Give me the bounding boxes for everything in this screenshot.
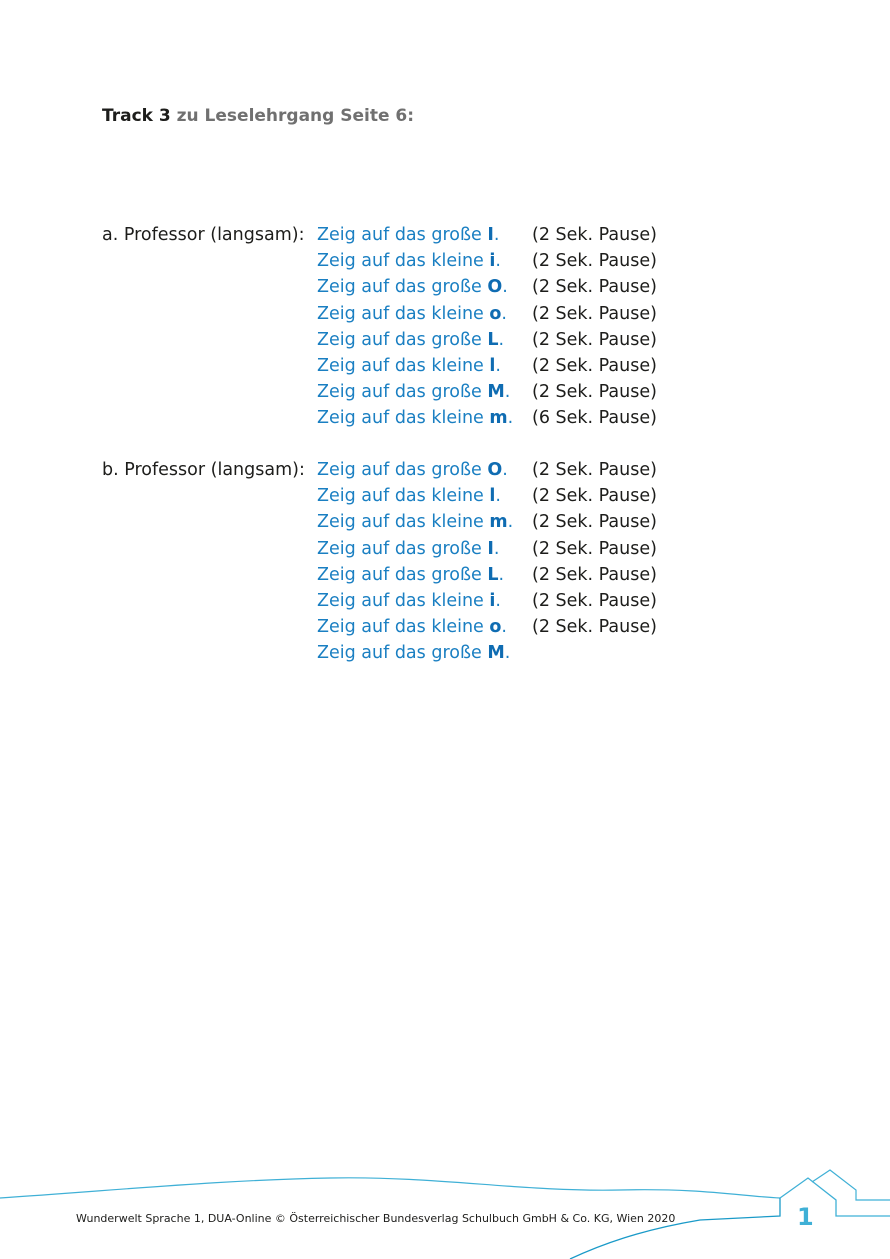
instruction-text <box>317 248 501 274</box>
instruction-text <box>317 274 508 300</box>
instruction-suffix: . <box>501 303 507 324</box>
pause-note: (2 Sek. Pause) <box>532 617 657 638</box>
instruction-prefix: Zeig auf das kleine <box>317 303 490 324</box>
instruction-text <box>317 640 510 666</box>
section-b-rows <box>317 457 717 667</box>
instruction-prefix: Zeig auf das kleine <box>317 486 490 507</box>
pause-note: (2 Sek. Pause) <box>532 251 657 272</box>
instruction-prefix: Zeig auf das große <box>317 538 488 559</box>
instruction-text <box>317 327 504 353</box>
target-letter: o <box>489 303 502 324</box>
instruction-text <box>317 509 513 535</box>
instruction-suffix: . <box>495 251 501 272</box>
instruction-prefix: Zeig auf das große <box>317 225 488 245</box>
target-letter: O <box>487 277 503 298</box>
target-letter: o <box>489 617 502 638</box>
instruction-row <box>317 274 717 300</box>
instruction-row <box>317 536 717 562</box>
instruction-row <box>317 327 717 353</box>
target-letter: l <box>489 486 496 507</box>
pause-note: (2 Sek. Pause) <box>532 303 657 324</box>
instruction-row <box>317 301 717 327</box>
instruction-row <box>317 562 717 588</box>
pause-note: (2 Sek. Pause) <box>532 355 657 376</box>
pause-note: (2 Sek. Pause) <box>532 329 657 350</box>
instruction-text <box>317 379 510 405</box>
target-letter: M <box>487 382 505 403</box>
instruction-row <box>317 353 717 379</box>
instruction-text <box>317 536 499 562</box>
instruction-row <box>317 405 717 431</box>
instruction-prefix: Zeig auf das große <box>317 643 488 664</box>
target-letter: L <box>487 564 499 585</box>
footer-wave-graphic <box>0 1160 890 1259</box>
section-a-rows <box>317 222 717 432</box>
target-letter: M <box>487 643 505 664</box>
target-letter: i <box>489 590 496 611</box>
instruction-text <box>317 457 508 483</box>
instruction-suffix: . <box>502 460 508 480</box>
instruction-suffix: . <box>493 225 500 245</box>
instruction-text <box>317 562 504 588</box>
pause-note: (2 Sek. Pause) <box>532 225 657 245</box>
instruction-prefix: Zeig auf das kleine <box>317 617 490 638</box>
instruction-text <box>317 301 507 327</box>
instruction-suffix: . <box>507 512 514 533</box>
instruction-suffix: . <box>507 408 514 429</box>
instruction-text <box>317 614 507 640</box>
target-letter: l <box>489 355 496 376</box>
instruction-row <box>317 614 717 640</box>
target-letter: O <box>487 460 503 480</box>
instruction-prefix: Zeig auf das kleine <box>317 512 490 533</box>
instruction-suffix: . <box>495 355 501 376</box>
track-label: Track 3 <box>102 106 171 126</box>
instruction-prefix: Zeig auf das große <box>317 277 488 298</box>
instruction-suffix: . <box>504 382 511 403</box>
instruction-prefix: Zeig auf das große <box>317 564 488 585</box>
instruction-suffix: . <box>498 564 505 585</box>
instruction-prefix: Zeig auf das kleine <box>317 408 490 429</box>
instruction-row <box>317 640 717 666</box>
instruction-prefix: Zeig auf das kleine <box>317 251 490 272</box>
instruction-prefix: Zeig auf das große <box>317 460 488 480</box>
pause-note: (2 Sek. Pause) <box>532 564 657 585</box>
instruction-suffix: . <box>493 538 500 559</box>
pause-note: (2 Sek. Pause) <box>532 512 657 533</box>
target-letter: m <box>489 408 508 429</box>
instruction-suffix: . <box>504 643 511 664</box>
instruction-suffix: . <box>498 329 505 350</box>
instruction-row <box>317 457 717 483</box>
instruction-prefix: Zeig auf das kleine <box>317 355 490 376</box>
page-number: 1 <box>797 1203 814 1231</box>
target-letter: I <box>487 225 494 245</box>
title-rest: zu Leselehrgang Seite 6: <box>176 106 415 126</box>
pause-note: (2 Sek. Pause) <box>532 277 657 298</box>
instruction-row <box>317 588 717 614</box>
pause-note: (2 Sek. Pause) <box>532 486 657 507</box>
instruction-prefix: Zeig auf das kleine <box>317 590 490 611</box>
instruction-suffix: . <box>495 486 501 507</box>
instruction-prefix: Zeig auf das große <box>317 329 488 350</box>
instruction-suffix: . <box>501 617 507 638</box>
section-a-label: a. Professor (langsam): <box>102 225 305 245</box>
instruction-text <box>317 483 501 509</box>
pause-note: (2 Sek. Pause) <box>532 460 657 480</box>
instruction-row <box>317 483 717 509</box>
instruction-text <box>317 588 501 614</box>
instruction-prefix: Zeig auf das große <box>317 382 488 403</box>
pause-note: (6 Sek. Pause) <box>532 408 657 429</box>
instruction-row <box>317 248 717 274</box>
target-letter: L <box>487 329 499 350</box>
pause-note: (2 Sek. Pause) <box>532 382 657 403</box>
instruction-suffix: . <box>502 277 508 298</box>
target-letter: m <box>489 512 508 533</box>
target-letter: I <box>487 538 494 559</box>
pause-note: (2 Sek. Pause) <box>532 538 657 559</box>
instruction-row <box>317 379 717 405</box>
page-title <box>102 106 414 126</box>
instruction-text <box>317 405 513 431</box>
target-letter: i <box>489 251 496 272</box>
instruction-text <box>317 222 499 248</box>
pause-note: (2 Sek. Pause) <box>532 590 657 611</box>
instruction-suffix: . <box>495 590 501 611</box>
instruction-text <box>317 353 501 379</box>
instruction-row <box>317 222 717 248</box>
section-b-label: b. Professor (langsam): <box>102 460 305 480</box>
instruction-row <box>317 509 717 535</box>
footer-copyright: Wunderwelt Sprache 1, DUA-Online © Österreichischer Bundesverlag Schulbuch GmbH & Co. KG, Wien 2020 <box>76 1212 676 1225</box>
